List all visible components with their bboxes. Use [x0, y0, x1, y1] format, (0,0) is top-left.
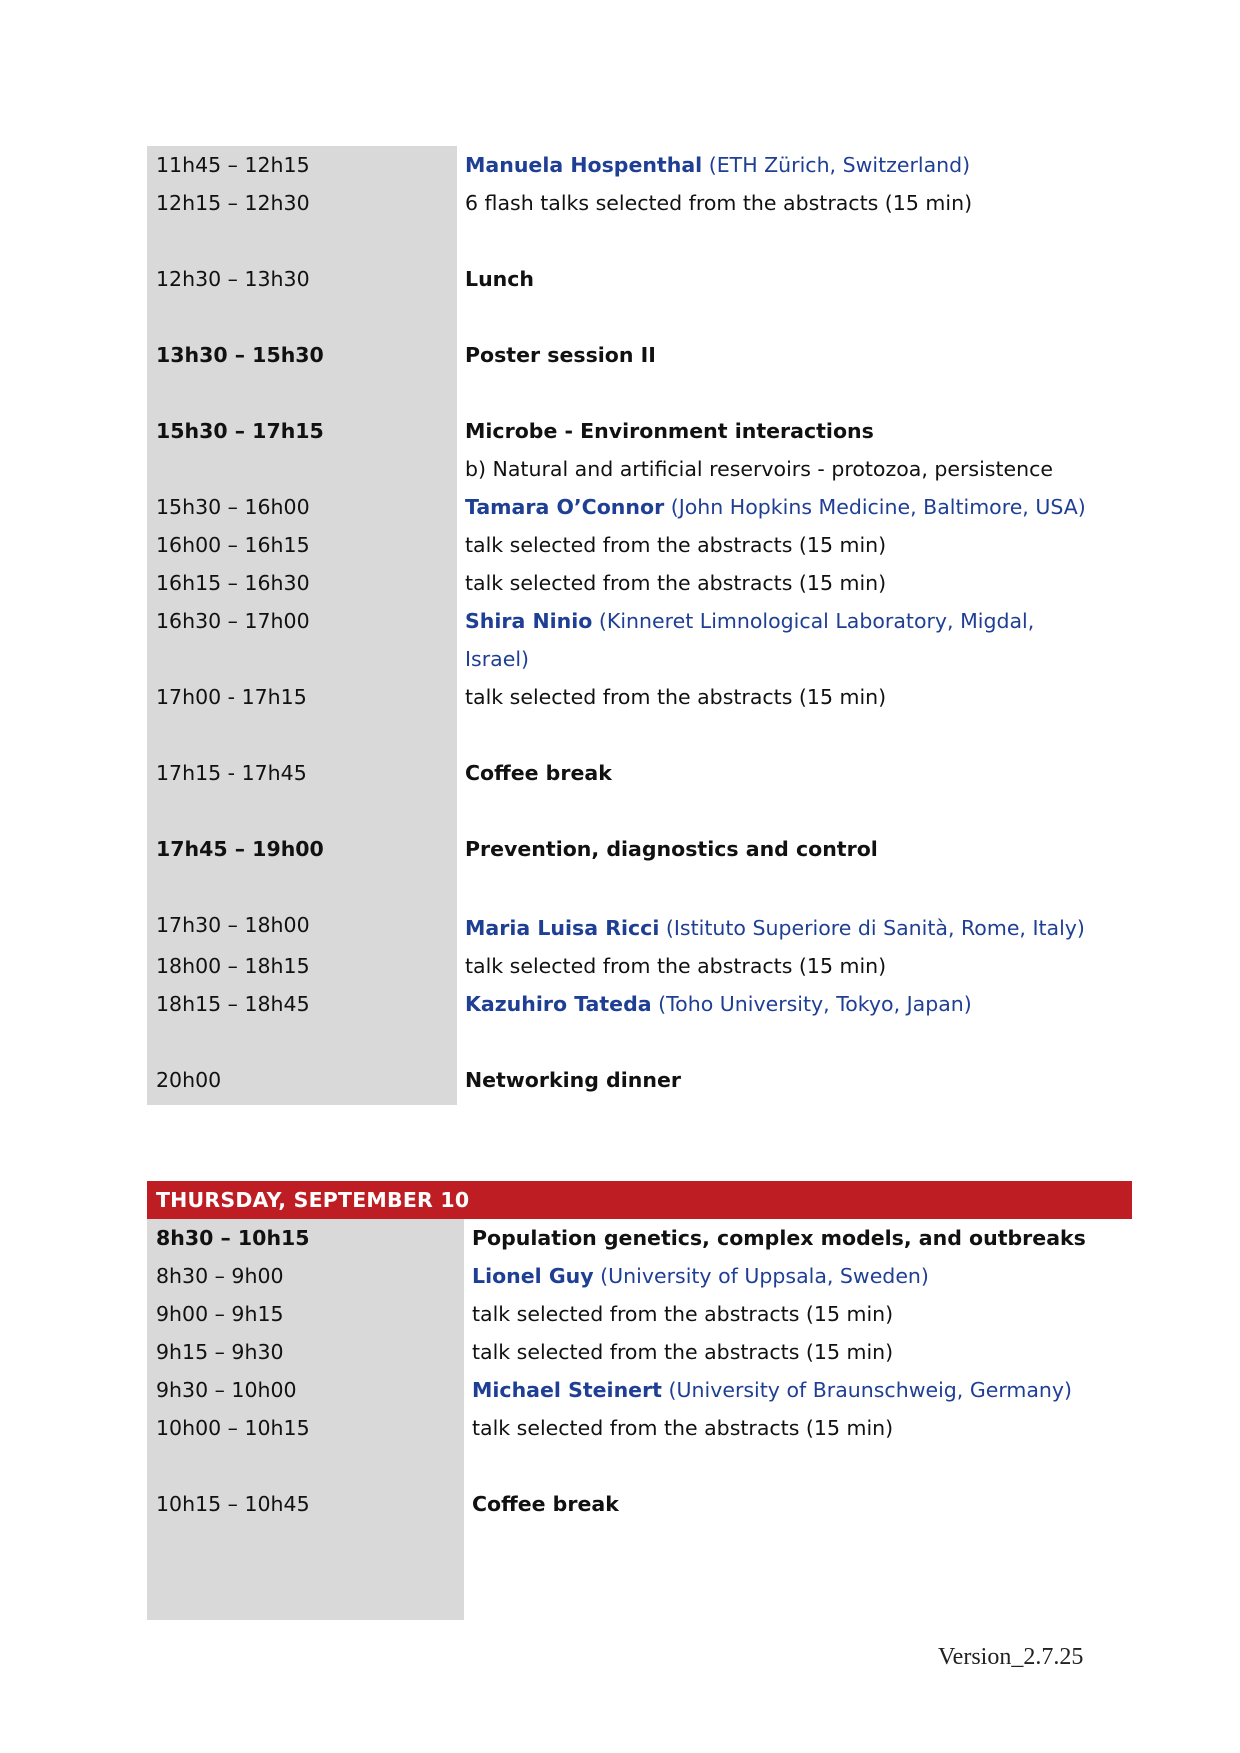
time-slot: 17h15 - 17h45	[156, 761, 307, 785]
day-header: THURSDAY, SEPTEMBER 10	[147, 1181, 1132, 1219]
speaker-name: Maria Luisa Ricci	[465, 916, 660, 940]
talk-description: 6 flash talks selected from the abstracts (15 min)	[465, 191, 973, 215]
speaker-name: Michael Steinert	[472, 1378, 662, 1402]
talk-description: talk selected from the abstracts (15 min)	[465, 685, 887, 709]
time-slot: 15h30 – 17h15	[156, 419, 324, 443]
session-title: Microbe - Environment interactions	[465, 419, 874, 443]
session-subtitle: b) Natural and artificial reservoirs - protozoa, persistence	[465, 457, 1053, 481]
speaker-affiliation: Israel)	[465, 647, 530, 671]
time-slot: 9h00 – 9h15	[156, 1302, 284, 1326]
time-slot: 16h00 – 16h15	[156, 533, 310, 557]
session-title: Population genetics, complex models, and outbreaks	[472, 1226, 1086, 1250]
talk-description: talk selected from the abstracts (15 min)	[472, 1302, 894, 1326]
session-title: Poster session II	[465, 343, 656, 367]
talk-description: talk selected from the abstracts (15 min)	[465, 571, 887, 595]
talk-description: talk selected from the abstracts (15 min)	[472, 1416, 894, 1440]
speaker-affiliation: (University of Braunschweig, Germany)	[668, 1378, 1073, 1402]
time-slot: 9h15 – 9h30	[156, 1340, 284, 1364]
event-title: Networking dinner	[465, 1068, 681, 1092]
speaker-name: Lionel Guy	[472, 1264, 594, 1288]
talk-description: talk selected from the abstracts (15 min)	[465, 954, 887, 978]
speaker-affiliation: (Toho University, Tokyo, Japan)	[658, 992, 972, 1016]
time-slot: 16h15 – 16h30	[156, 571, 310, 595]
time-slot: 10h00 – 10h15	[156, 1416, 310, 1440]
speaker-name: Tamara O’Connor	[465, 495, 665, 519]
time-slot: 9h30 – 10h00	[156, 1378, 297, 1402]
time-slot: 15h30 – 16h00	[156, 495, 310, 519]
time-slot: 20h00	[156, 1068, 222, 1092]
speaker-affiliation: (John Hopkins Medicine, Baltimore, USA)	[670, 495, 1086, 519]
time-slot: 11h45 – 12h15	[156, 153, 310, 177]
time-slot: 10h15 – 10h45	[156, 1492, 310, 1516]
speaker-name: Manuela Hospenthal	[465, 153, 703, 177]
session-title: Prevention, diagnostics and control	[465, 837, 878, 861]
speaker-affiliation: (ETH Zürich, Switzerland)	[708, 153, 971, 177]
time-slot: 17h45 – 19h00	[156, 837, 324, 861]
time-slot: 17h30 – 18h00	[156, 913, 310, 937]
break-title: Coffee break	[465, 761, 612, 785]
time-slot: 18h15 – 18h45	[156, 992, 310, 1016]
version-label: Version_2.7.25	[938, 1644, 1084, 1670]
speaker-affiliation: (Kinneret Limnological Laboratory, Migdal,	[598, 609, 1035, 633]
time-slot: 13h30 – 15h30	[156, 343, 324, 367]
speaker-name: Shira Ninio	[465, 609, 593, 633]
time-slot: 16h30 – 17h00	[156, 609, 310, 633]
time-slot: 8h30 – 10h15	[156, 1226, 310, 1250]
speaker-name: Kazuhiro Tateda	[465, 992, 652, 1016]
time-slot: 18h00 – 18h15	[156, 954, 310, 978]
break-title: Coffee break	[472, 1492, 619, 1516]
speaker-affiliation: (Istituto Superiore di Sanità, Rome, Italy)	[665, 916, 1085, 940]
talk-description: talk selected from the abstracts (15 min)	[472, 1340, 894, 1364]
speaker-affiliation: (University of Uppsala, Sweden)	[600, 1264, 929, 1288]
time-slot: 17h00 - 17h15	[156, 685, 307, 709]
time-slot: 12h15 – 12h30	[156, 191, 310, 215]
talk-description: talk selected from the abstracts (15 min)	[465, 533, 887, 557]
break-title: Lunch	[465, 267, 534, 291]
time-slot: 12h30 – 13h30	[156, 267, 310, 291]
time-slot: 8h30 – 9h00	[156, 1264, 284, 1288]
